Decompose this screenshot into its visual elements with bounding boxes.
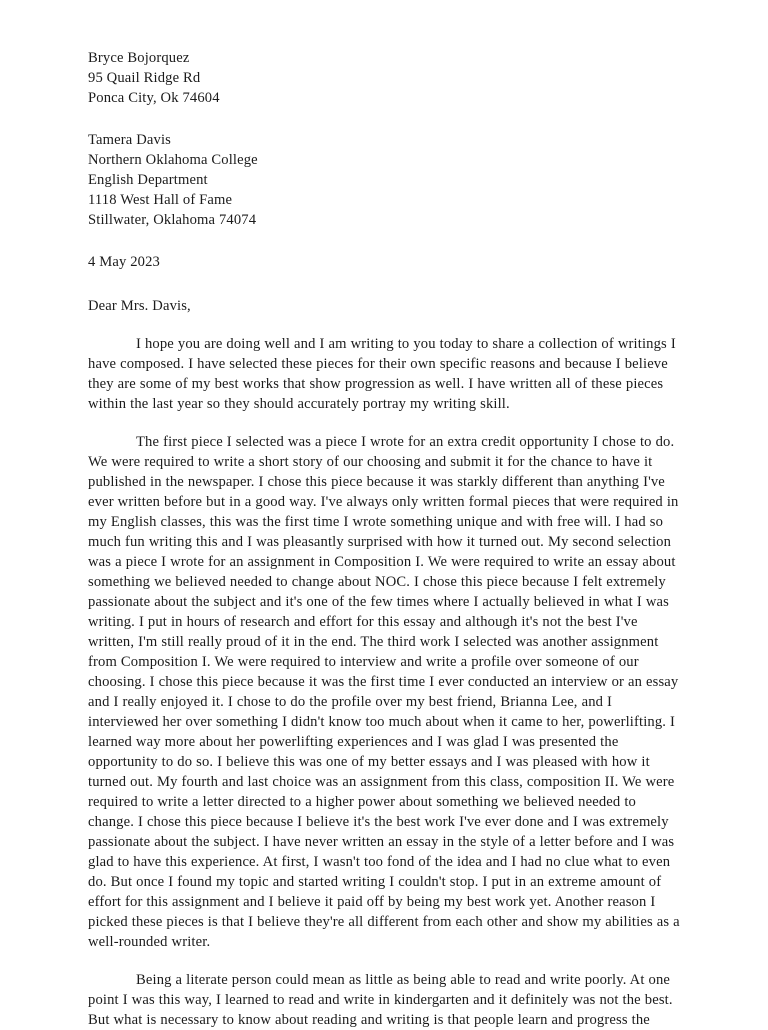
sender-address-line: 95 Quail Ridge Rd — [88, 70, 201, 86]
recipient-address-line: Stillwater, Oklahoma 74074 — [88, 212, 257, 228]
sender-address-line: Bryce Bojorquez — [88, 50, 190, 66]
letter-body — [88, 48, 680, 1030]
letter-date: 4 May 2023 — [88, 254, 160, 270]
recipient-address-line: 1118 West Hall of Fame — [88, 192, 233, 208]
recipient-address-block — [88, 130, 680, 230]
recipient-address-line: Northern Oklahoma College — [88, 152, 258, 168]
sender-address-line: Ponca City, Ok 74604 — [88, 90, 220, 106]
letter-paragraph: The first piece I selected was a piece I wrote for an extra credit opportunity I chose to do. We were required to write a short story of our choosing and submit it for the chance to have it published in the newspaper. I chose this piece because it was starkly different than anything I've ever written before but in a good way. I've always only written formal pieces that were required in my English classes, this was the first time I wrote something unique and with free will. I had so much fun writing this and I was pleasantly surprised with how it turned out. My second selection was a piece I wrote for an assignment in Composition I. We were required to write an essay about something we believed needed to change about NOC. I chose this piece because I felt extremely passionate about the subject and it's one of the few times where I actually believed in what I was writing. I put in hours of research and effort for this essay and although it's not the best I've written, I'm still really proud of it in the end. The third work I selected was another assignment from Composition I. We were required to interview and write a profile over someone of our choosing. I chose this piece because it was the first time I ever conducted an interview or an essay and I really enjoyed it. I chose to do the profile over my best friend, Brianna Lee, and I interviewed her over something I didn't know too much about when it came to her, powerlifting. I learned way more about her powerlifting experiences and I was glad I was presented the opportunity to do so. I believe this was one of my better essays and I was pleased with how it turned out. My fourth and last choice was an assignment from this class, composition II. We were required to write a letter directed to a higher power about something we believed needed to change. I chose this piece because I believe it's the best work I've ever done and I was extremely passionate about the subject. I have never written an essay in the style of a letter before and I was glad to have this experience. At first, I wasn't too fond of the idea and I had no clue what to even do. But once I found my topic and started writing I couldn't stop. I put in an extreme amount of effort for this assignment and I believe it paid off by being my best work yet. Another reason I picked these pieces is that I believe they're all different from each other and show my abilities as a well-rounded writer. — [88, 434, 680, 950]
letter-paragraph: Being a literate person could mean as little as being able to read and write poorly. At one point I was this way, I learned to read and write in kindergarten and it definitely was not the best. But what is necessary to know about reading and writing is that people learn and progress the — [88, 972, 673, 1028]
letter-salutation: Dear Mrs. Davis, — [88, 298, 191, 314]
recipient-address-line: Tamera Davis — [88, 132, 171, 148]
letter-paragraph: I hope you are doing well and I am writing to you today to share a collection of writings I have composed. I have selected these pieces for their own specific reasons and because I believe they are some of my best works that show progression as well. I have written all of these pieces within the last year so they should accurately portray my writing skill. — [88, 336, 676, 412]
recipient-address-line: English Department — [88, 172, 208, 188]
sender-address-block — [88, 48, 680, 108]
